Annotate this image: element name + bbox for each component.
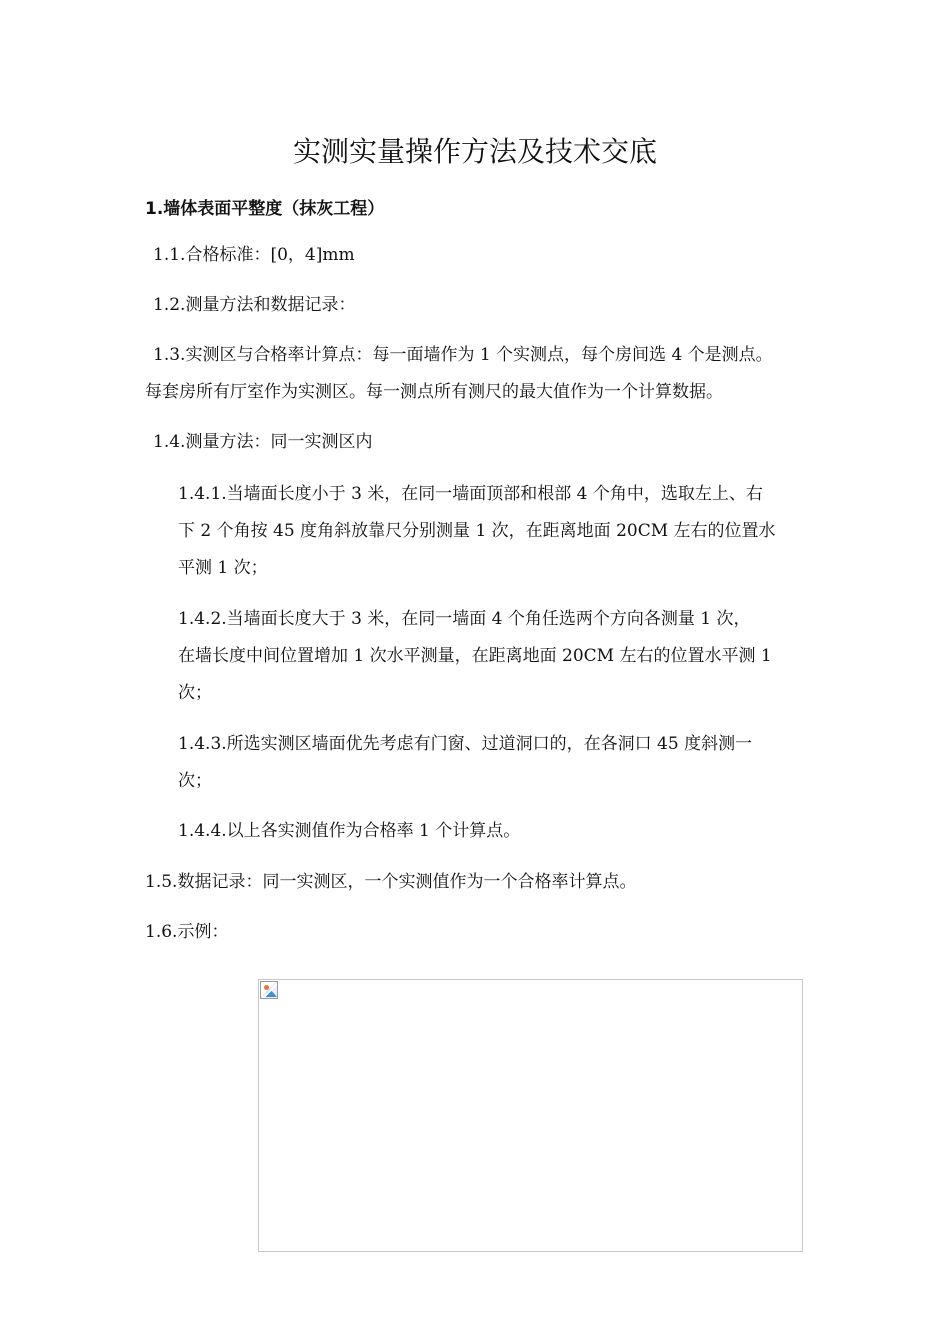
item-1-3-line1: 1.3.实测区与合格率计算点：每一面墙作为 1 个实测点，每个房间选 4 个是测点。 bbox=[153, 345, 773, 365]
item-1-4-1-line1: 1.4.1.当墙面长度小于 3 米，在同一墙面顶部和根部 4 个角中，选取左上、右 bbox=[178, 484, 763, 504]
item-1-4-3-line2: 次； bbox=[178, 771, 212, 791]
item-1-1: 1.1.合格标准：[0，4]mm bbox=[153, 245, 355, 265]
document-title: 实测实量操作方法及技术交底 bbox=[292, 135, 657, 168]
item-1-4-4: 1.4.4.以上各实测值作为合格率 1 个计算点。 bbox=[178, 821, 521, 841]
item-1-3-line2: 每套房所有厅室作为实测区。每一测点所有测尺的最大值作为一个计算数据。 bbox=[145, 382, 723, 402]
section-heading: 1.墙体表面平整度（抹灰工程） bbox=[145, 199, 385, 219]
item-1-5: 1.5.数据记录：同一实测区，一个实测值作为一个合格率计算点。 bbox=[145, 872, 637, 892]
item-1-4-2-line3: 次； bbox=[178, 683, 212, 703]
item-1-4-2-line1: 1.4.2.当墙面长度大于 3 米，在同一墙面 4 个角任选两个方向各测量 1 次， bbox=[178, 609, 751, 629]
item-1-4-1-line2: 下 2 个角按 45 度角斜放靠尺分别测量 1 次，在距离地面 20CM 左右的位置水 bbox=[178, 521, 776, 541]
example-image-placeholder bbox=[258, 979, 803, 1252]
item-1-4: 1.4.测量方法：同一实测区内 bbox=[153, 432, 373, 452]
item-1-4-2-line2: 在墙长度中间位置增加 1 次水平测量，在距离地面 20CM 左右的位置水平测 1 bbox=[178, 646, 772, 666]
broken-image-icon bbox=[260, 981, 278, 999]
item-1-2: 1.2.测量方法和数据记录： bbox=[153, 295, 356, 315]
item-1-6: 1.6.示例： bbox=[145, 922, 229, 942]
item-1-4-1-line3: 平测 1 次； bbox=[178, 558, 268, 578]
item-1-4-3-line1: 1.4.3.所选实测区墙面优先考虑有门窗、过道洞口的，在各洞口 45 度斜测一 bbox=[178, 734, 753, 754]
